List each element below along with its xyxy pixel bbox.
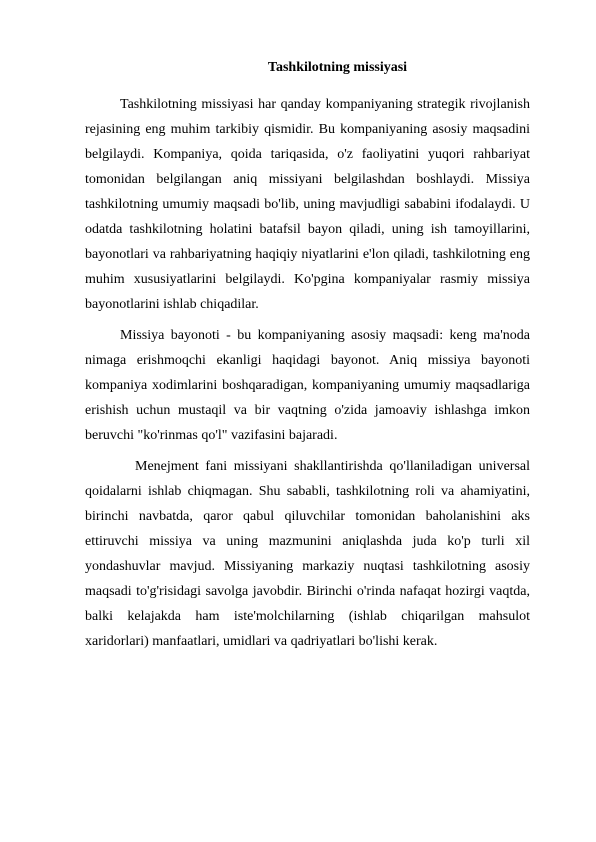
document-page <box>85 58 530 660</box>
paragraph-2: Missiya bayonoti - bu kompaniyaning asosiy maqsadi: keng ma'noda nimaga erishmoqchi ekanligi haqidagi bayonot. Aniq missiya bayonoti kompaniya xodimlarini boshqaradigan, kompaniyaning umumiy maqsadlariga erishish uchun mustaqil va bir vaqtning o'zida jamoaviy ishlashga imkon beruvchi "ko'rinmas qo'l" vazifasini bajaradi. <box>85 328 530 443</box>
document-title: Tashkilotning missiyasi <box>267 60 408 75</box>
paragraph-3: Menejment fani missiyani shakllantirishda qo'llaniladigan universal qoidalarni ishlab chiqmagan. Shu sababli, tashkilotning roli va ahamiyatini, birinchi navbatda, qaror qabul qiluvchilar tomonidan baholanishini aks ettiruvchi missiya va uning mazmunini aniqlashda juda ko'p turli xil yondashuvlar mavjud. Missiyaning markaziy nuqtasi tashkilotning asosiy maqsadi to'g'risidagi savolga javobdir. Birinchi o'rinda nafaqat hozirgi vaqtda, balki kelajakda ham iste'molchilarning (ishlab chiqarilgan mahsulot xaridorlari) manfaatlari, umidlari va qadriyatlari bo'lishi kerak. <box>85 459 530 649</box>
paragraph-1: Tashkilotning missiyasi har qanday kompaniyaning strategik rivojlanish rejasining eng muhim tarkibiy qismidir. Bu kompaniyaning asosiy maqsadini belgilaydi. Kompaniya, qoida tariqasida, o'z faoliyatini yuqori rahbariyat tomonidan belgilangan aniq missiyani belgilashdan boshlaydi. Missiya tashkilotning umumiy maqsadi bo'lib, uning mavjudligi sababini ifodalaydi. U odatda tashkilotning holatini batafsil bayon qiladi, uning ish tamoyillarini, bayonotlari va rahbariyatning haqiqiy niyatlarini e'lon qiladi, tashkilotning eng muhim xususiyatlarini belgilaydi. Ko'pgina kompaniyalar rasmiy missiya bayonotlarini ishlab chiqadilar. <box>85 97 530 312</box>
